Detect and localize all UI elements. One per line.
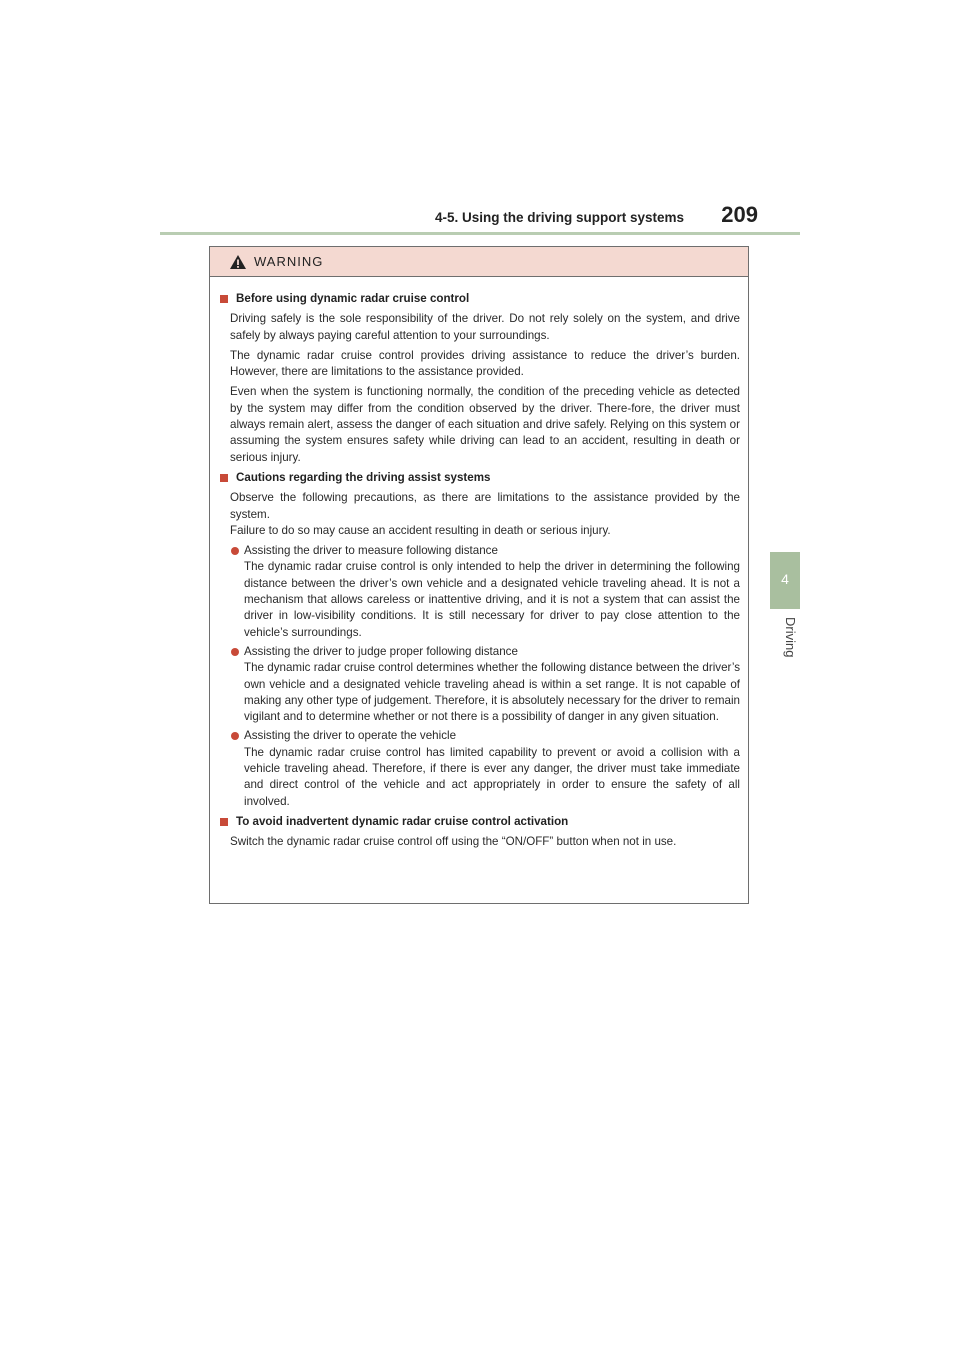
section-heading: Cautions regarding the driving assist systems (218, 470, 740, 486)
section-heading: Before using dynamic radar cruise control (218, 291, 740, 307)
paragraph: Observe the following precautions, as there are limitations to the assistance provided by the system. (230, 491, 740, 521)
round-bullet-icon (231, 732, 239, 740)
paragraph: Even when the system is functioning normally, the condition of the preceding vehicle as detected by the system may differ from the condition observed by the driver. There-fore, the driver must always remain alert, assess the danger of each situation and drive safely. Relying on this system or assuming the system ensures safety while driving can lead to an accident, resulting in death or serious injury. (230, 385, 740, 464)
round-bullet-icon (231, 547, 239, 555)
warning-header (210, 247, 748, 277)
round-bullet-icon (231, 648, 239, 656)
paragraph: Switch the dynamic radar cruise control off using the “ON/OFF” button when not in use. (230, 835, 677, 849)
bullet-text: The dynamic radar cruise control determines whether the following distance between the driver’s own vehicle and a designated vehicle traveling ahead is within a set range. It is not capable of making any other type of judgement. Therefore, it is absolutely necessary for the driver to remain vigilant and to determine whether or not there is a possibility of danger in any given situation. (244, 661, 740, 724)
warning-box (209, 246, 749, 904)
bullet-text: The dynamic radar cruise control has limited capability to prevent or avoid a collision with a vehicle traveling ahead. Therefore, if there is ever any danger, the driver must take immediate and direct control of the vehicle and act appropriately in order to ensure the safety of all involved. (244, 745, 740, 808)
bullet-text: The dynamic radar cruise control is only intended to help the driver in determining the following distance between the driver’s own vehicle and a designated vehicle traveling ahead. It is not a mechanism that allows careless or inattentive driving, and it is not a system that can assist the driver in low-visibility conditions. It is still necessary for driver to pay close attention to the vehicle’s surroundings. (244, 560, 740, 639)
page-number: 209 (721, 202, 758, 227)
section-title: 4-5. Using the driving support systems (434, 210, 684, 225)
section-heading: To avoid inadvertent dynamic radar cruise control activation (218, 814, 740, 830)
list-item (231, 644, 740, 725)
square-bullet-icon (220, 818, 228, 826)
chapter-label: Driving (783, 617, 798, 658)
bullet-title: Assisting the driver to judge proper following distance (244, 644, 518, 658)
list-item (231, 728, 740, 809)
paragraph: Driving safely is the sole responsibility of the driver. Do not rely solely on the system, and drive safely by always paying careful attention to your surroundings. (230, 312, 740, 342)
square-bullet-icon (220, 474, 228, 482)
header-rule (160, 232, 800, 235)
chapter-tab (770, 552, 800, 609)
warning-title: WARNING (254, 254, 324, 269)
square-bullet-icon (220, 295, 228, 303)
chapter-number: 4 (781, 571, 789, 587)
list-item (231, 543, 740, 641)
bullet-title: Assisting the driver to operate the vehicle (244, 729, 457, 743)
warning-triangle-icon (229, 254, 247, 275)
paragraph: The dynamic radar cruise control provides driving assistance to reduce the driver’s burden. However, there are limitations to the assistance provided. (230, 348, 740, 379)
warning-body (210, 277, 748, 851)
bullet-title: Assisting the driver to measure following distance (244, 544, 498, 558)
page-header (160, 200, 800, 230)
paragraph: Failure to do so may cause an accident resulting in death or serious injury. (230, 523, 611, 537)
